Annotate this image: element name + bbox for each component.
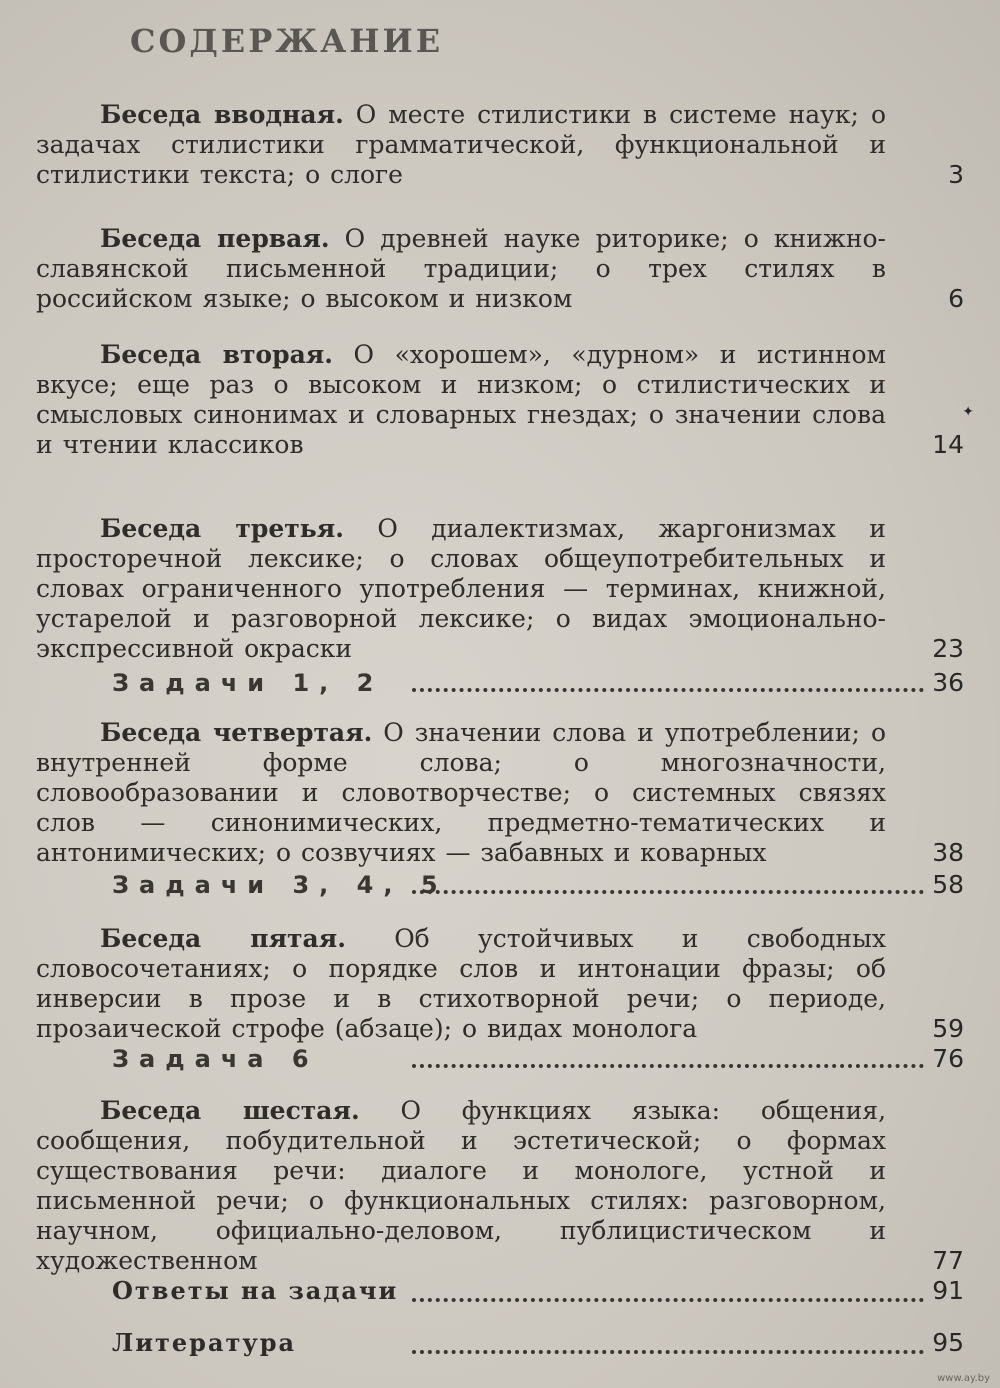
toc-task-row bbox=[112, 1044, 964, 1074]
toc-entry-text bbox=[36, 100, 886, 190]
toc-entry-body: О «хорошем», «дурном» и истинном вкусе; еще раз о высоком и низком; о стилистических и смысловых синонимах и словарных гнездах; о значении слова и чтении классиков bbox=[36, 340, 886, 459]
toc-task-label: Задача 6 bbox=[112, 1045, 319, 1073]
toc-entry-lead: Беседа четвертая. bbox=[100, 718, 373, 747]
toc-page-number: 59 bbox=[932, 1014, 964, 1043]
toc-entry-lead: Беседа вводная. bbox=[100, 100, 344, 129]
toc-entry-body: О функциях языка: общения, сообщения, побудительной и эстетической; о формах существования речи: диалоге и монологе, устной и письменной речи; о функциональных стилях: разговорном, научном, официально-деловом, публицистическом и художественном bbox=[36, 1096, 887, 1275]
toc-entry-text bbox=[36, 340, 886, 460]
toc-entry-body: О месте стилистики в системе наук; о задачах стилистики грамматической, функциональной и стилистики текста; о слоге bbox=[36, 100, 886, 189]
toc-page-number: 14 bbox=[932, 430, 964, 459]
toc-entry-sixth bbox=[36, 1096, 964, 1276]
toc-tail-label: Ответы на задачи bbox=[112, 1276, 399, 1305]
toc-page-number: 95 bbox=[932, 1328, 964, 1357]
toc-entry-lead: Беседа третья. bbox=[100, 514, 344, 543]
watermark: www.ay.by bbox=[937, 1373, 990, 1384]
leader-dots bbox=[412, 688, 924, 692]
toc-entry-third bbox=[36, 514, 964, 664]
ink-mark-icon: ✦ bbox=[962, 404, 974, 420]
toc-page-number: 36 bbox=[932, 668, 964, 697]
toc-answers-row bbox=[112, 1274, 964, 1308]
toc-page-number: 38 bbox=[932, 838, 964, 867]
leader-dots bbox=[412, 1298, 924, 1302]
toc-tail-label: Литература bbox=[112, 1328, 297, 1357]
toc-page-number: 91 bbox=[932, 1276, 964, 1305]
toc-entry-text bbox=[36, 224, 886, 314]
toc-page-number: 6 bbox=[948, 284, 964, 313]
toc-page-number: 77 bbox=[932, 1246, 964, 1275]
toc-task-row bbox=[112, 870, 964, 900]
toc-literature-row bbox=[112, 1326, 964, 1360]
toc-entry-text bbox=[36, 1096, 886, 1276]
toc-entry-body: Об устойчивых и свободных словосочетаниях; о порядке слов и интонации фразы; об инверсии в прозе и в стихотворной речи; о периоде, прозаической строфе (абзаце); о видах монолога bbox=[36, 924, 886, 1043]
leader-dots bbox=[412, 890, 924, 894]
toc-entry-body: О значении слова и употреблении; о внутренней форме слова; о многозначности, словообразовании и словотворчестве; о системных связях слов — синонимических, предметно-тематических и антонимических; о созвучиях — забавных и коварных bbox=[36, 718, 887, 867]
toc-entry-lead: Беседа пятая. bbox=[100, 924, 346, 953]
toc-entry-intro bbox=[36, 100, 964, 190]
toc-entry-lead: Беседа шестая. bbox=[100, 1096, 360, 1125]
toc-entry-first bbox=[36, 224, 964, 314]
toc-page-number: 76 bbox=[932, 1044, 964, 1073]
toc-entry-text bbox=[36, 718, 886, 868]
toc-entry-fourth bbox=[36, 718, 964, 868]
toc-task-row bbox=[112, 668, 964, 698]
toc-entry-second bbox=[36, 340, 964, 460]
toc-task-label: Задачи 3, 4, 5 bbox=[112, 871, 448, 899]
toc-entry-body: О древней науке риторике; о книжно-славянской письменной традиции; о трех стилях в российском языке; о высоком и низком bbox=[36, 224, 887, 313]
leader-dots bbox=[412, 1064, 924, 1068]
toc-entry-body: О диалектизмах, жаргонизмах и просторечной лексике; о словах общеупотребительных и словах ограниченного употребления — терминах, книжной, устарелой и разговорной лексике; о видах эмоционально-экспрессивной окраски bbox=[36, 514, 886, 663]
leader-dots bbox=[412, 1350, 924, 1354]
toc-entry-text bbox=[36, 514, 886, 664]
toc-entry-text bbox=[36, 924, 886, 1044]
toc-entry-lead: Беседа первая. bbox=[100, 224, 330, 253]
toc-page-number: 58 bbox=[932, 870, 964, 899]
toc-entry-fifth bbox=[36, 924, 964, 1044]
page-title: СОДЕРЖАНИЕ bbox=[130, 22, 444, 60]
toc-page-number: 23 bbox=[932, 634, 964, 663]
toc-page-number: 3 bbox=[948, 160, 964, 189]
toc-entry-lead: Беседа вторая. bbox=[100, 340, 333, 369]
toc-task-label: Задачи 1, 2 bbox=[112, 669, 384, 697]
